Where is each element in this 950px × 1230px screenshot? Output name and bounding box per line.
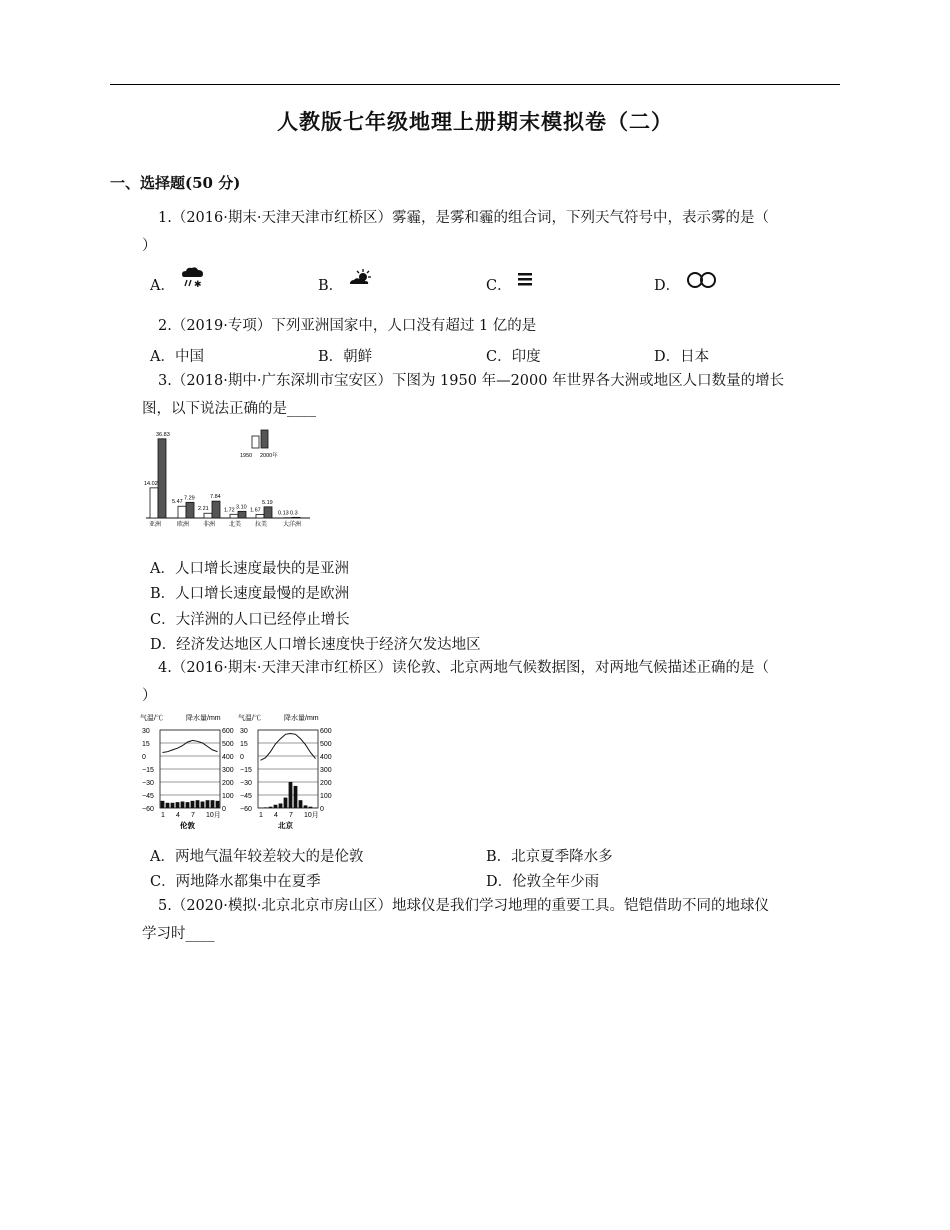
page-title: 人教版七年级地理上册期末模拟卷（二） xyxy=(277,109,673,134)
precip-bar xyxy=(186,802,190,808)
option-a[interactable]: A．中国 xyxy=(150,349,204,365)
precip-bar xyxy=(191,801,195,808)
precip-bar xyxy=(216,801,220,808)
option-b[interactable]: B．朝鲜 xyxy=(318,349,373,365)
precip-bar xyxy=(161,801,165,808)
data-label: 1.72 xyxy=(224,507,235,514)
tick-label-left: −30 xyxy=(142,780,154,787)
precip-bar xyxy=(176,802,180,808)
tick-label-left: 30 xyxy=(240,728,248,735)
tick-label-right: 600 xyxy=(222,728,234,735)
tick-label-right: 100 xyxy=(320,793,332,800)
precip-bar xyxy=(284,798,288,808)
question-4-text-cont: ） xyxy=(142,688,157,704)
tick-label-right: 0 xyxy=(222,806,226,813)
tick-label-left: 15 xyxy=(142,741,150,748)
tick-label-right: 0 xyxy=(320,806,324,813)
x-tick-label: 7 xyxy=(289,812,293,819)
bar-2000 xyxy=(186,502,194,518)
bar-1950 xyxy=(150,488,158,518)
category-label: 亚洲 xyxy=(149,522,162,528)
x-tick-label: 10月 xyxy=(206,812,221,819)
tick-label-left: −60 xyxy=(142,806,154,813)
option-c[interactable]: C．大洋洲的人口已经停止增长 xyxy=(150,612,350,628)
tick-label-left: −45 xyxy=(240,793,252,800)
tick-label-right: 600 xyxy=(320,728,332,735)
legend-label: 2000年 xyxy=(260,453,278,459)
tick-label-left: 0 xyxy=(240,754,244,761)
category-label: 大洋洲 xyxy=(283,522,302,528)
precip-bar xyxy=(211,800,215,808)
fog-icon xyxy=(516,278,536,294)
tick-label-right: 200 xyxy=(222,780,234,787)
y-axis-label-right: 降水量/mm xyxy=(284,715,319,722)
question-1-text-cont: ） xyxy=(142,238,157,254)
option-c[interactable]: C．两地降水都集中在夏季 xyxy=(150,874,321,890)
option-b[interactable]: B．北京夏季降水多 xyxy=(486,849,613,865)
category-label: 北美 xyxy=(229,522,242,528)
option-c[interactable] xyxy=(486,274,536,295)
y-axis-label-left: 气温/℃ xyxy=(140,715,163,722)
tick-label-left: −15 xyxy=(142,767,154,774)
option-a[interactable]: A．两地气温年较差较大的是伦敦 xyxy=(150,849,364,865)
legend-label: 1950 xyxy=(240,453,253,459)
tick-label-left: 15 xyxy=(240,741,248,748)
question-1-text: 1.（2016·期末·天津天津市红桥区）雾霾，是雾和霾的组合词，下列天气符号中，表示雾的是（ xyxy=(158,210,769,226)
precip-bar xyxy=(196,800,200,808)
tick-label-left: −60 xyxy=(240,806,252,813)
precip-bar xyxy=(166,803,170,808)
data-label: 0.13 xyxy=(278,510,289,517)
sun-cloud-icon xyxy=(348,278,374,294)
option-label: D． xyxy=(654,278,681,294)
bar-2000 xyxy=(212,501,220,518)
option-label: A． xyxy=(150,278,175,294)
precip-bar xyxy=(269,807,273,808)
tick-label-right: 500 xyxy=(222,741,234,748)
data-label: 2.21 xyxy=(198,506,209,513)
rain-snow-cloud-icon xyxy=(180,278,206,294)
precip-bar xyxy=(289,782,293,808)
precip-bar xyxy=(206,800,210,808)
city-label: 北京 xyxy=(278,821,293,830)
question-4-text: 4.（2016·期末·天津天津市红桥区）读伦敦、北京两地气候数据图，对两地气候描述正确的是（ xyxy=(158,660,769,676)
precip-bar xyxy=(201,802,205,809)
option-d[interactable] xyxy=(654,274,719,295)
y-axis-label-left: 气温/℃ xyxy=(238,715,261,722)
option-label: B． xyxy=(318,278,344,294)
bar-2000 xyxy=(158,439,166,518)
climate-charts xyxy=(140,710,345,835)
data-label: 1.67 xyxy=(250,507,261,514)
bar-1950 xyxy=(256,514,264,518)
tick-label-right: 200 xyxy=(320,780,332,787)
category-label: 拉美 xyxy=(255,522,268,528)
precip-bar xyxy=(274,805,278,808)
data-label: 7.84 xyxy=(210,494,221,501)
data-label: 5.19 xyxy=(262,499,273,506)
tick-label-left: −15 xyxy=(240,767,252,774)
bar-2000 xyxy=(238,511,246,518)
data-label: 3.10 xyxy=(236,504,247,511)
option-b[interactable] xyxy=(318,274,374,295)
x-tick-label: 10月 xyxy=(304,812,319,819)
section-heading: 一、选择题(50 分) xyxy=(110,174,241,192)
option-label: C． xyxy=(486,278,512,294)
precip-bar xyxy=(299,800,303,808)
tick-label-left: 0 xyxy=(142,754,146,761)
bar-1950 xyxy=(178,506,186,518)
question-3-text-cont: 图，以下说法正确的是____ xyxy=(142,401,316,417)
x-tick-label: 4 xyxy=(176,812,180,819)
svg-text:✱: ✱ xyxy=(193,279,202,289)
temperature-line xyxy=(163,740,218,752)
option-b[interactable]: B．人口增长速度最慢的是欧洲 xyxy=(150,586,350,602)
question-2-text: 2.（2019·专项）下列亚洲国家中，人口没有超过 1 亿的是 xyxy=(158,318,537,334)
data-label: 5.47 xyxy=(172,499,183,506)
tick-label-right: 400 xyxy=(320,754,332,761)
precip-bar xyxy=(309,807,313,808)
option-a[interactable]: A．人口增长速度最快的是亚洲 xyxy=(150,561,349,577)
tick-label-right: 300 xyxy=(320,767,332,774)
precip-bar xyxy=(171,803,175,808)
data-label: 0.3 xyxy=(290,510,298,517)
option-d[interactable]: D．伦敦全年少雨 xyxy=(486,874,600,890)
precip-bar xyxy=(294,786,298,808)
legend-swatch-1950 xyxy=(252,436,259,448)
x-tick-label: 1 xyxy=(259,812,263,819)
population-bar-chart xyxy=(142,424,317,530)
data-label: 14.02 xyxy=(144,480,158,487)
tick-label-right: 300 xyxy=(222,767,234,774)
x-tick-label: 4 xyxy=(274,812,278,819)
top-rule xyxy=(110,84,840,85)
bar-2000 xyxy=(292,517,300,518)
temperature-line xyxy=(261,734,316,761)
precip-bar xyxy=(181,802,185,809)
option-c[interactable]: C．印度 xyxy=(486,349,541,365)
legend-swatch-2000 xyxy=(261,430,268,448)
tick-label-right: 500 xyxy=(320,741,332,748)
question-5-text-cont: 学习时____ xyxy=(142,926,215,942)
data-label: 36.83 xyxy=(156,431,170,438)
question-5-text: 5.（2020·模拟·北京北京市房山区）地球仪是我们学习地理的重要工具。铠铠借助不同的地球仪 xyxy=(158,898,769,914)
x-tick-label: 1 xyxy=(161,812,165,819)
city-label: 伦敦 xyxy=(180,821,195,830)
x-tick-label: 7 xyxy=(191,812,195,819)
haze-icon xyxy=(685,278,719,294)
bar-2000 xyxy=(264,507,272,518)
bar-1950 xyxy=(204,513,212,518)
option-d[interactable]: D．经济发达地区人口增长速度快于经济欠发达地区 xyxy=(150,637,481,653)
precip-bar xyxy=(304,805,308,808)
tick-label-left: −30 xyxy=(240,780,252,787)
tick-label-right: 100 xyxy=(222,793,234,800)
precip-bar xyxy=(279,803,283,808)
tick-label-right: 400 xyxy=(222,754,234,761)
precip-bar xyxy=(264,807,268,808)
y-axis-label-right: 降水量/mm xyxy=(186,715,221,722)
option-a[interactable] xyxy=(150,274,206,295)
category-label: 非洲 xyxy=(203,522,216,528)
category-label: 欧洲 xyxy=(177,522,190,528)
question-3-text: 3.（2018·期中·广东深圳市宝安区）下图为 1950 年—2000 年世界各大洲或地区人口数量的增长 xyxy=(158,373,785,389)
bar-1950 xyxy=(230,514,238,518)
tick-label-left: 30 xyxy=(142,728,150,735)
data-label: 7.29 xyxy=(184,495,195,502)
option-d[interactable]: D．日本 xyxy=(654,349,710,365)
tick-label-left: −45 xyxy=(142,793,154,800)
